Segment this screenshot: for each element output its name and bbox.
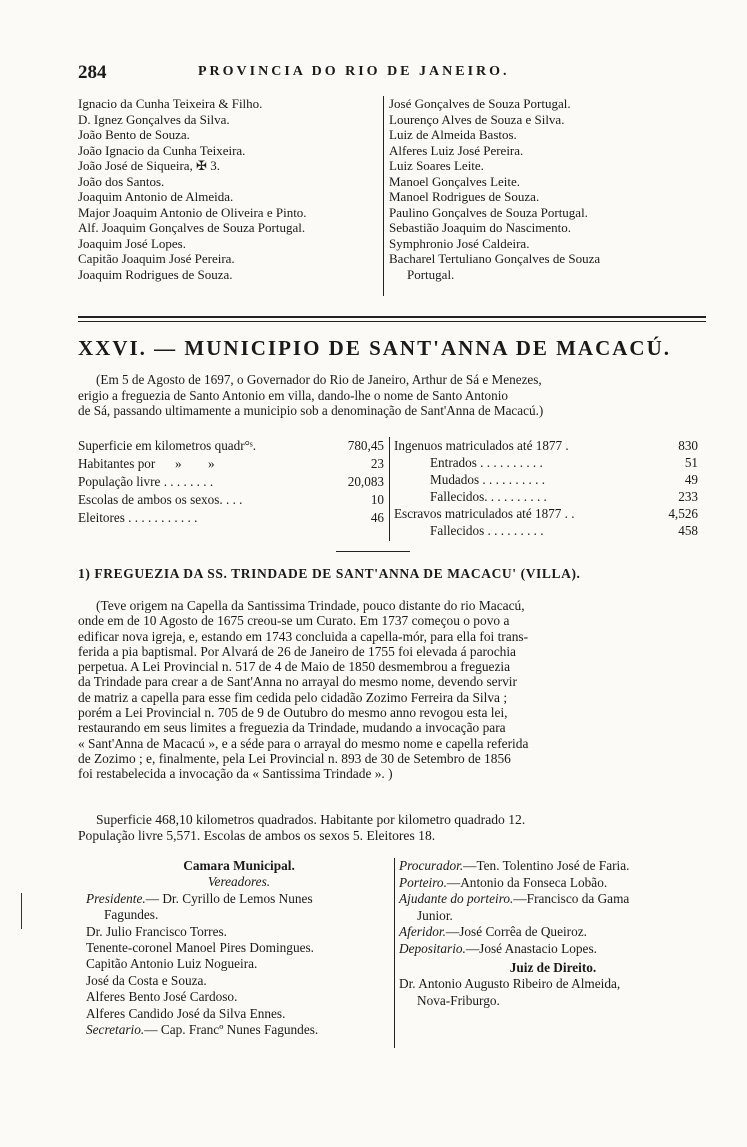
stat-row xyxy=(78,437,384,455)
name-entry: Alf. Joaquim Gonçalves de Souza Portugal. xyxy=(78,220,306,235)
presidente-name-cont: Fagundes. xyxy=(104,907,159,923)
name-entry: Lourenço Alves de Souza e Silva. xyxy=(389,111,565,127)
aferidor-name: —José Corrêa de Queiroz. xyxy=(445,924,587,940)
vereador-entry: Alferes Bento José Cardoso. xyxy=(86,989,238,1005)
aferidor-role: Aferidor. xyxy=(399,924,446,940)
municipal-officials xyxy=(399,858,707,1009)
vereador-entry: Alferes Candido José da Silva Ennes. xyxy=(86,1005,286,1021)
double-rule-top xyxy=(78,316,706,318)
stat-value: 458 xyxy=(678,523,698,538)
history-line: porém a Lei Provincial n. 705 de 9 de Outubro do mesmo anno revogou esta lei, xyxy=(78,705,508,721)
vereador-entry: Capitão Antonio Luiz Nogueira. xyxy=(86,956,258,972)
names-right-column xyxy=(389,96,707,282)
vereador-entry: Tenente-coronel Manoel Pires Domingues. xyxy=(86,940,315,956)
name-entry: Major Joaquim Antonio de Oliveira e Pinto. xyxy=(78,204,307,220)
vereador-entry: José da Costa e Souza. xyxy=(86,972,207,988)
history-line: « Sant'Anna de Macacú », e a séde para o arrayal do mesmo nome e capella referida xyxy=(78,735,529,751)
stat-row xyxy=(394,488,698,505)
stat-value: 51 xyxy=(684,455,698,470)
section-intro xyxy=(78,372,706,419)
name-entry: João Ignacio da Cunha Teixeira. xyxy=(78,142,246,158)
name-entry: Manoel Gonçalves Leite. xyxy=(389,173,521,189)
stat-row xyxy=(78,491,384,509)
name-entry: Ignacio da Cunha Teixeira & Filho. xyxy=(78,96,263,111)
name-entry: Luiz de Almeida Bastos. xyxy=(389,127,517,142)
names-left-column xyxy=(78,96,378,282)
name-entry: Paulino Gonçalves de Souza Portugal. xyxy=(389,204,588,220)
intro-line: erigio a freguezia de Santo Antonio em villa, dando-lhe o nome de Santo Antonio xyxy=(78,387,508,403)
name-entry: Luiz Soares Leite. xyxy=(389,158,484,173)
aferidor-line xyxy=(399,924,707,941)
history-line: da Trindade para crear a de Sant'Anna no arrayal do mesmo nome, devendo servir xyxy=(78,674,517,690)
vereador-entry: Dr. Julio Francisco Torres. xyxy=(86,923,228,939)
stat-value: 49 xyxy=(684,472,698,487)
stat-value: 20,083 xyxy=(347,474,384,489)
stat-row xyxy=(394,471,698,488)
history-line: de matriz a capella para esse fim cedida pelo cidadão Zozimo Ferreira da Silva ; xyxy=(78,689,508,705)
ajudante-line xyxy=(399,891,707,908)
freguezia-stats xyxy=(78,812,706,844)
running-header xyxy=(78,62,704,84)
procurador-line xyxy=(399,858,707,875)
stat-label: Entrados . . . . . . . . . . xyxy=(430,455,543,470)
freguezia-stats-line: Superficie 468,10 kilometros quadrados. Habitante por kilometro quadrado 12. xyxy=(96,812,526,827)
running-title: PROVINCIA DO RIO DE JANEIRO. xyxy=(198,64,510,79)
secretario-name: — Cap. Francº Nunes Fagundes. xyxy=(144,1022,319,1038)
intro-line: de Sá, passando ultimamente a municipio sob a denominação de Sant'Anna de Macacú.) xyxy=(78,403,544,418)
history-line: de Zozimo ; e, finalmente, pela Lei Provincial n. 893 de 30 de Setembro de 1856 xyxy=(78,750,511,766)
ajudante-name-cont: Junior. xyxy=(417,907,453,923)
name-entry: Alferes Luiz José Pereira. xyxy=(389,142,524,158)
column-divider xyxy=(383,96,384,296)
name-entry: Joaquim Rodrigues de Souza. xyxy=(78,266,233,282)
municipio-stats-right xyxy=(394,437,698,539)
stat-label: População livre . . . . . . . . xyxy=(78,474,214,489)
stat-value: 46 xyxy=(370,510,384,525)
name-entry: Joaquim José Lopes. xyxy=(78,235,186,251)
stat-row xyxy=(78,473,384,491)
stat-value: 780,45 xyxy=(347,438,384,453)
stat-label: Mudados . . . . . . . . . . xyxy=(430,472,546,487)
stat-value: 4,526 xyxy=(668,506,698,521)
stat-label: Escravos matriculados até 1877 . . xyxy=(394,506,575,521)
freguezia-stats-line: População livre 5,571. Escolas de ambos os sexos 5. Eleitores 18. xyxy=(78,828,436,843)
history-line: onde em de 10 Agosto de 1675 creou-se um Curato. Em 1737 começou o povo a xyxy=(78,613,510,629)
name-entry: João Bento de Souza. xyxy=(78,127,190,142)
stat-label: Fallecidos . . . . . . . . . xyxy=(430,523,544,538)
short-rule xyxy=(336,551,410,552)
name-entry: Portugal. xyxy=(407,266,455,282)
officials-divider xyxy=(394,858,395,1048)
stat-value: 233 xyxy=(678,489,698,504)
ajudante-name: —Francisco da Gama xyxy=(513,891,630,907)
name-entry: Bacharel Tertuliano Gonçalves de Souza xyxy=(389,251,601,266)
history-line: (Teve origem na Capella da Santissima Trindade, pouco distante do rio Macacú, xyxy=(96,598,525,613)
stat-row xyxy=(394,522,698,539)
history-line: perpetua. A Lei Provincial n. 517 de 4 de Maio de 1850 desmembrou a freguezia xyxy=(78,659,511,675)
stat-value: 830 xyxy=(678,438,698,453)
juiz-line-cont: Nova-Friburgo. xyxy=(417,992,500,1008)
stat-row xyxy=(394,454,698,471)
stat-label: Eleitores . . . . . . . . . . . xyxy=(78,510,198,525)
secretario-role: Secretario. xyxy=(86,1022,145,1038)
depositario-role: Depositario. xyxy=(399,940,466,956)
name-entry: Manoel Rodrigues de Souza. xyxy=(389,189,540,204)
intro-line: (Em 5 de Agosto de 1697, o Governador do Rio de Janeiro, Arthur de Sá e Menezes, xyxy=(96,372,542,387)
juiz-heading: Juiz de Direito. xyxy=(509,959,597,975)
history-line: ferida a pia baptismal. Por Alvará de 26 de Janeiro de 1755 foi elevada á parochia xyxy=(78,643,517,659)
depositario-line xyxy=(399,941,707,958)
name-entry: João dos Santos. xyxy=(78,173,165,189)
secretario-line xyxy=(86,1022,392,1038)
vereadores-subheading: Vereadores. xyxy=(207,874,271,890)
porteiro-name: —Antonio da Fonseca Lobão. xyxy=(446,874,608,890)
freguezia-history xyxy=(78,598,706,782)
stat-label: Superficie em kilometros quadr°ˢ. xyxy=(78,438,256,453)
double-rule-bottom xyxy=(78,321,706,322)
stat-label: Habitantes por » » xyxy=(78,456,215,471)
section-title: XXVI. — MUNICIPIO DE SANT'ANNA DE MACACÚ. xyxy=(78,336,672,360)
stat-row xyxy=(394,505,698,522)
margin-mark xyxy=(21,893,22,929)
history-line: restaurando em seus limites a freguezia da Trindade, mudando a invocação para xyxy=(78,720,506,736)
juiz-line: Dr. Antonio Augusto Ribeiro de Almeida, xyxy=(399,976,621,992)
name-entry: Symphronio José Caldeira. xyxy=(389,235,530,251)
stat-value: 23 xyxy=(370,456,384,471)
municipio-stats-left xyxy=(78,437,384,527)
stat-row xyxy=(78,509,384,527)
porteiro-role: Porteiro. xyxy=(399,874,447,890)
camara-heading: Camara Municipal. xyxy=(183,858,295,873)
stat-row xyxy=(394,437,698,454)
history-line: edificar nova igreja, e, estando em 1743 concluida a capella-mór, para ella foi trans- xyxy=(78,628,529,644)
stat-row xyxy=(78,455,384,473)
stat-value: 10 xyxy=(370,492,384,507)
name-entry: João José de Siqueira, ✠ 3. xyxy=(78,158,220,173)
procurador-role: Procurador. xyxy=(399,858,464,873)
stat-label: Escolas de ambos os sexos. . . . xyxy=(78,492,243,507)
ajudante-role: Ajudante do porteiro. xyxy=(399,891,514,907)
name-entry: Joaquim Antonio de Almeida. xyxy=(78,189,234,204)
freguezia-title: 1) FREGUEZIA DA SS. TRINDADE DE SANT'ANNA DE MACACU' (VILLA). xyxy=(78,566,581,581)
presidente-role: Presidente. xyxy=(86,890,146,906)
name-entry: D. Ignez Gonçalves da Silva. xyxy=(78,111,230,127)
procurador-name: —Ten. Tolentino José de Faria. xyxy=(463,858,630,873)
page-number: 284 xyxy=(78,62,107,83)
presidente-name: — Dr. Cyrillo de Lemos Nunes xyxy=(145,890,313,906)
stat-label: Ingenuos matriculados até 1877 . xyxy=(394,438,569,453)
camara-municipal xyxy=(86,858,392,1038)
stat-label: Fallecidos. . . . . . . . . . xyxy=(430,489,547,504)
name-entry: Sebastião Joaquim do Nascimento. xyxy=(389,220,571,235)
stats-divider xyxy=(389,437,390,541)
depositario-name: —José Anastacio Lopes. xyxy=(465,940,597,956)
name-entry: José Gonçalves de Souza Portugal. xyxy=(389,96,571,111)
presidente-line xyxy=(86,891,392,907)
name-entry: Capitão Joaquim José Pereira. xyxy=(78,251,235,266)
porteiro-line xyxy=(399,875,707,892)
history-line: foi restabelecida a invocação da « Santissima Trindade ». ) xyxy=(78,766,393,782)
